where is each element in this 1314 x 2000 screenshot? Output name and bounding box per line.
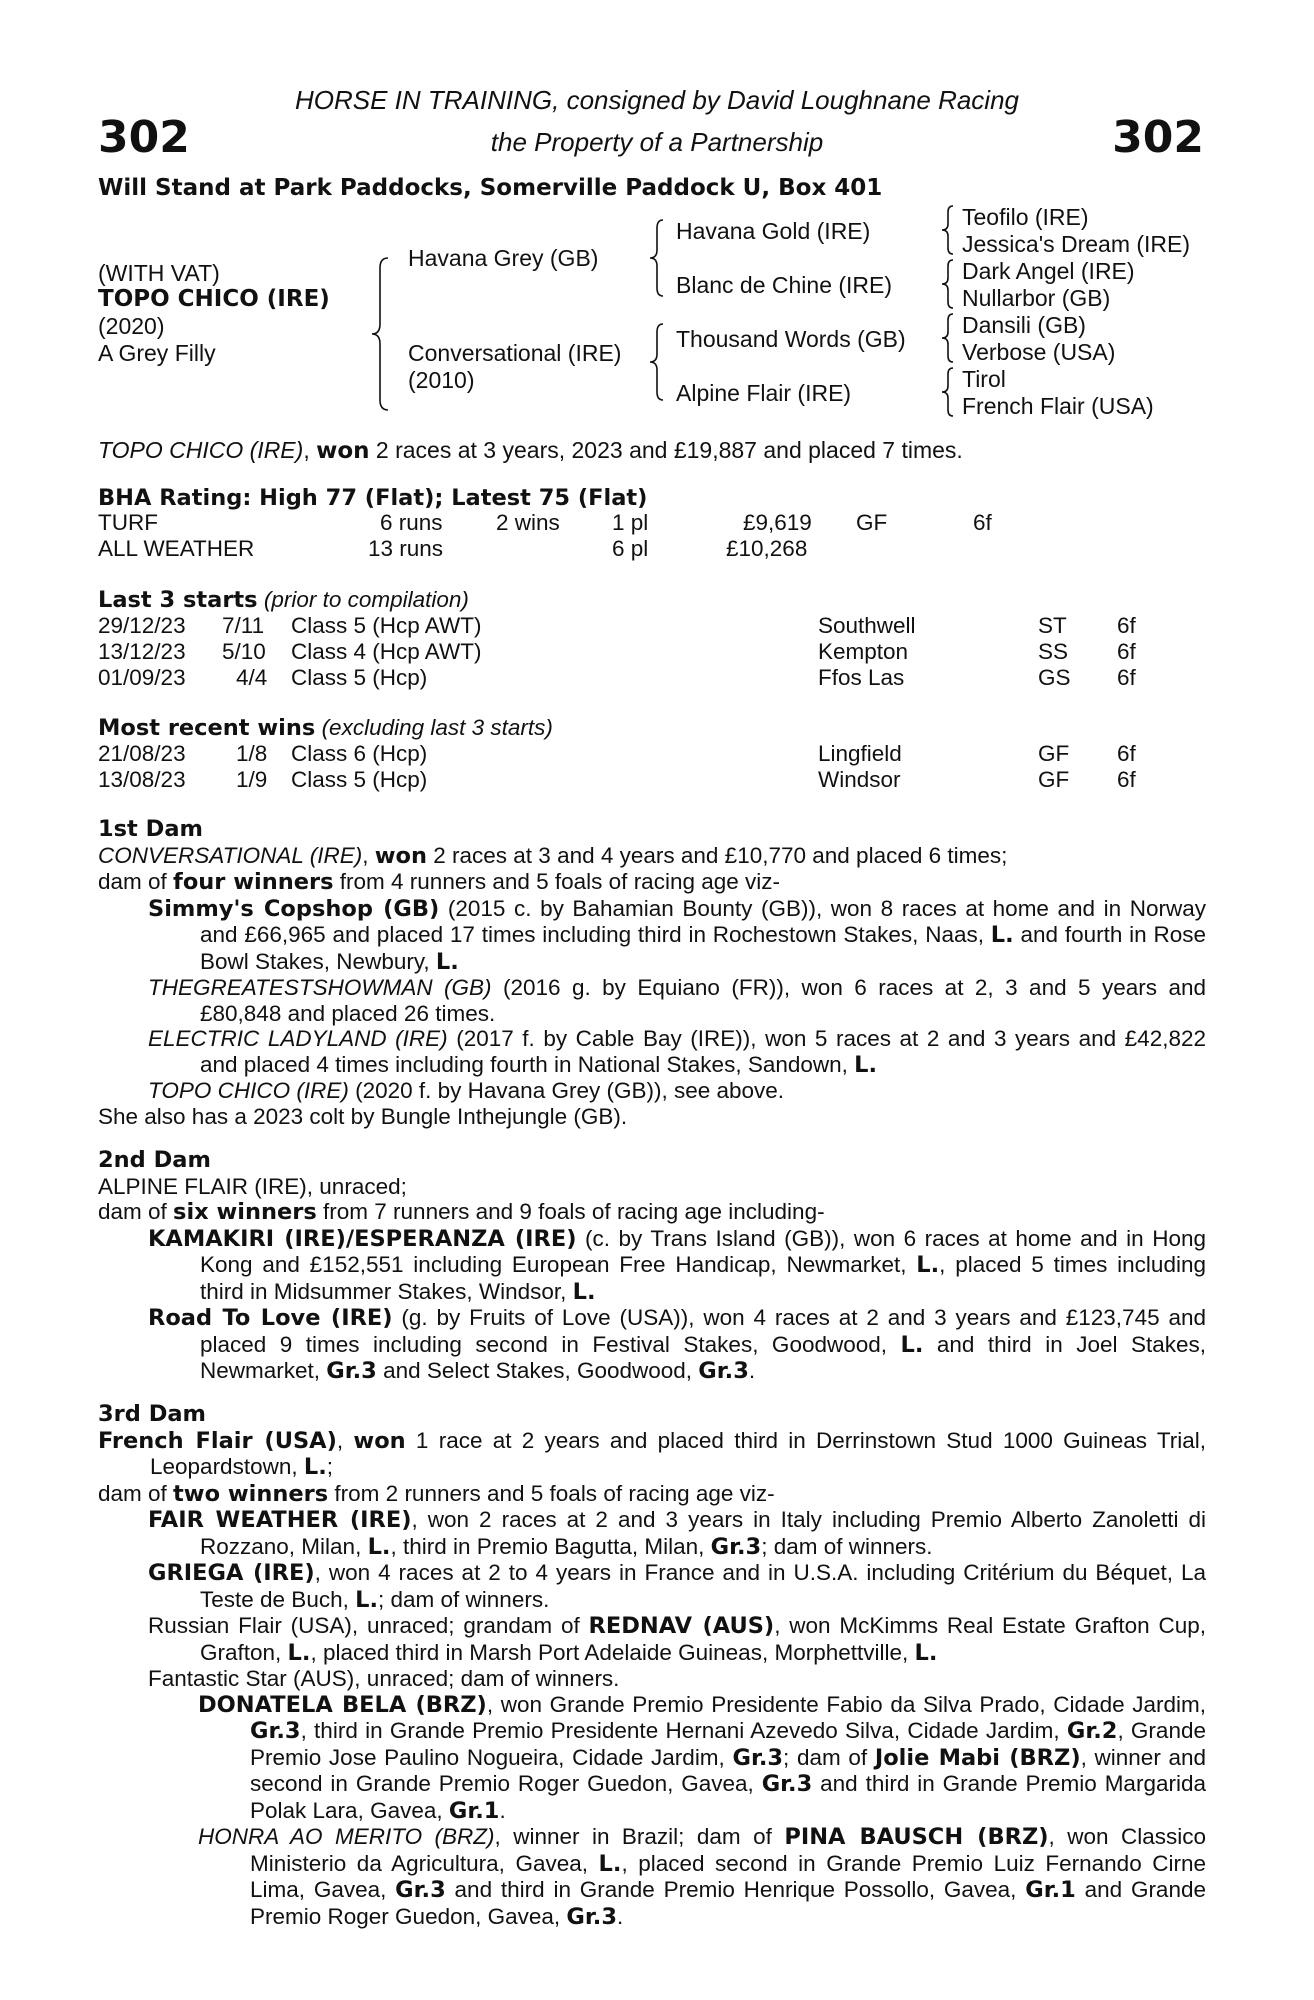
horse-description: A Grey Filly xyxy=(98,340,216,366)
grandsire-4: Tirol xyxy=(962,366,1006,392)
pedigree-brace-g3 xyxy=(940,312,956,364)
sire: Havana Grey (GB) xyxy=(408,245,599,271)
second-dam-intro: ALPINE FLAIR (IRE), unraced; xyxy=(98,1173,407,1199)
third-dam-heading: 3rd Dam xyxy=(98,1401,206,1427)
dam: Conversational (IRE) xyxy=(408,340,622,366)
sire-dam: Blanc de Chine (IRE) xyxy=(676,272,893,298)
property-line: the Property of a Partnership xyxy=(490,127,824,157)
produce-entry: KAMAKIRI (IRE)/ESPERANZA (IRE) (c. by Trans Island (GB)), won 6 races at home and in Hong Kong and £152,551 including European Free Handicap, Newmarket, L., placed 5 times including third in Midsummer Stakes, Windsor, L. xyxy=(148,1225,1206,1305)
dam-dam: Alpine Flair (IRE) xyxy=(676,380,852,406)
second-dam-heading: 2nd Dam xyxy=(98,1147,211,1173)
pedigree-brace-g1 xyxy=(940,204,956,256)
produce-entry: TOPO CHICO (IRE) (2020 f. by Havana Grey (GB)), see above. xyxy=(148,1078,785,1103)
produce-entry: FAIR WEATHER (IRE), won 2 races at 2 and 3 years in Italy including Premio Alberto Zanoletti di Rozzano, Milan, L., third in Premio Bagutta, Milan, Gr.3; dam of winners. xyxy=(148,1507,1206,1560)
recent-wins-heading: Most recent wins (excluding last 3 starts) xyxy=(98,715,553,741)
stabling-location: Will Stand at Park Paddocks, Somerville Paddock U, Box 401 xyxy=(98,175,883,201)
produce-entry: ELECTRIC LADYLAND (IRE) (2017 f. by Cable Bay (IRE)), won 5 races at 2 and 3 years and £42,822 and placed 4 times including fourth in National Stakes, Sandown, L. xyxy=(148,1026,1206,1078)
third-dam-produce-summary: dam of two winners from 2 runners and 5 foals of racing age viz- xyxy=(98,1480,775,1507)
second-dam-produce-summary: dam of six winners from 7 runners and 9 foals of racing age including- xyxy=(98,1199,825,1225)
produce-entry: Simmy's Copshop (GB) (2015 c. by Bahamian Bounty (GB)), won 8 races at home and in Norway and £66,965 and placed 17 times including third in Rochestown Stakes, Naas, L. and fourth in Rose Bowl Stakes, Newbury, L. xyxy=(148,895,1206,975)
produce-entry: THEGREATESTSHOWMAN (GB) (2016 g. by Equiano (FR)), won 6 races at 2, 3 and 5 years and £80,848 and placed 26 times. xyxy=(148,975,1206,1026)
second-dam-section xyxy=(98,1148,1206,1385)
granddam-4: French Flair (USA) xyxy=(962,393,1154,419)
produce-entry: DONATELA BELA (BRZ), won Grande Premio Presidente Fabio da Silva Prado, Cidade Jardim, Gr.3, third in Grande Premio Presidente Hernani Azevedo Silva, Cidade Jardim, Gr.2, Grande Premio Jose Paulino Nogueira, Cidade Jardim, Gr.3; dam of Jolie Mabi (BRZ), winner and second in Grande Premio Roger Guedon, Gavea, Gr.3 and third in Grande Premio Margarida Polak Lara, Gavea, Gr.1. xyxy=(198,1691,1207,1824)
summary-horse-name: TOPO CHICO (IRE) xyxy=(98,437,304,463)
pedigree-brace-sire xyxy=(648,218,666,298)
produce-entry: Fantastic Star (AUS), unraced; dam of winners. xyxy=(148,1666,620,1691)
pedigree-brace-main xyxy=(370,256,392,412)
lot-number-right: 302 xyxy=(1112,112,1204,163)
produce-entry: Road To Love (IRE) (g. by Fruits of Love (USA)), won 4 races at 2 and 3 years and £123,745 and placed 9 times including second in Festival Stakes, Goodwood, L. and third in Joel Stakes, Newmarket, Gr.3 and Select Stakes, Goodwood, Gr.3. xyxy=(148,1305,1206,1384)
pedigree-brace-dam xyxy=(648,322,666,402)
grandsire-2: Dark Angel (IRE) xyxy=(962,258,1135,284)
produce-entry: Russian Flair (USA), unraced; grandam of REDNAV (AUS), won McKimms Real Estate Grafton Cup, Grafton, L., placed third in Marsh Port Adelaide Guineas, Morphettville, L. xyxy=(148,1613,1206,1666)
first-dam-also: She also has a 2023 colt by Bungle Inthejungle (GB). xyxy=(98,1103,628,1129)
horse-year: (2020) xyxy=(98,313,165,339)
produce-entry: GRIEGA (IRE), won 4 races at 2 to 4 years in France and in U.S.A. including Critérium du Béquet, La Teste de Buch, L.; dam of winners. xyxy=(148,1560,1206,1613)
produce-entry: HONRA AO MERITO (BRZ), winner in Brazil; dam of PINA BAUSCH (BRZ), won Classico Ministerio da Agricultura, Gavea, L., placed second in Grande Premio Luiz Fernando Cirne Lima, Gavea, Gr.3 and third in Grande Premio Henrique Possollo, Gavea, Gr.1 and Grande Premio Roger Guedon, Gavea, Gr.3. xyxy=(198,1824,1207,1930)
bha-rating-heading: BHA Rating: High 77 (Flat); Latest 75 (Flat) xyxy=(98,485,648,511)
granddam-3: Verbose (USA) xyxy=(962,339,1116,365)
race-summary: TOPO CHICO (IRE), won 2 races at 3 years, 2023 and £19,887 and placed 7 times. xyxy=(98,437,963,464)
granddam-2: Nullarbor (GB) xyxy=(962,285,1111,311)
grandsire-1: Teofilo (IRE) xyxy=(962,204,1089,230)
pedigree-brace-g2 xyxy=(940,258,956,310)
third-dam-section xyxy=(98,1402,1206,1930)
dam-sire: Thousand Words (GB) xyxy=(676,326,906,352)
first-dam-section xyxy=(98,817,1206,1129)
grandsire-3: Dansili (GB) xyxy=(962,312,1086,338)
sire-sire: Havana Gold (IRE) xyxy=(676,218,871,244)
granddam-1: Jessica's Dream (IRE) xyxy=(962,231,1191,257)
lot-number-left: 302 xyxy=(98,112,190,163)
dam-year: (2010) xyxy=(408,367,475,393)
horse-name: TOPO CHICO (IRE) xyxy=(98,286,330,312)
vat-note: (WITH VAT) xyxy=(98,260,220,286)
first-dam-produce-summary: dam of four winners from 4 runners and 5 foals of racing age viz- xyxy=(98,869,781,895)
first-dam-heading: 1st Dam xyxy=(98,816,203,842)
pedigree-brace-g4 xyxy=(940,366,956,418)
first-dam-intro: CONVERSATIONAL (IRE), won 2 races at 3 and 4 years and £10,770 and placed 6 times; xyxy=(98,842,1008,869)
third-dam-intro: French Flair (USA), won 1 race at 2 years and placed third in Derrinstown Stud 1000 Guineas Trial, Leopardstown, L.; xyxy=(98,1427,1206,1480)
catalogue-title: HORSE IN TRAINING, consigned by David Loughnane Racing xyxy=(294,85,1019,115)
last-3-starts-heading: Last 3 starts (prior to compilation) xyxy=(98,587,469,613)
